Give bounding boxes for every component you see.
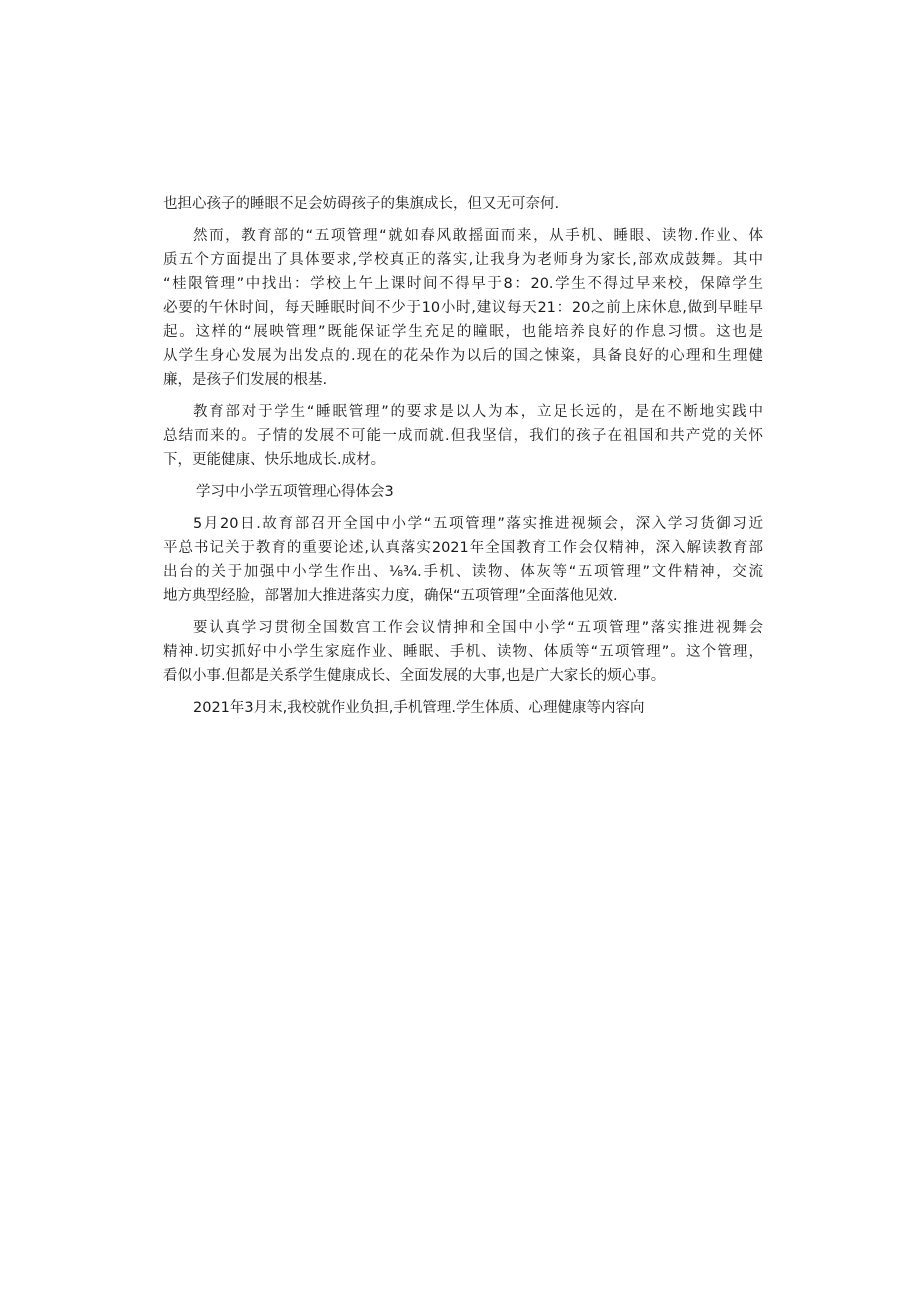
paragraph — [163, 400, 763, 472]
paragraph — [163, 616, 763, 688]
document-body — [163, 192, 763, 728]
paragraph — [163, 512, 763, 608]
text-line: 地方典型经脸，部署加大推进落实力度，确保“五项管理”全面落他见效. — [163, 588, 618, 604]
text-line: 2021年3月末,我校就作业负担,手机管理.学生体质、心理健康等内容向 — [193, 700, 645, 716]
text-line: 廉，是孩子们发展的根基. — [163, 372, 328, 388]
text-line: 平总书记关于教育的重要论述,认真落实2021年全国教育工作会仅精神，深入解读教育部 — [163, 540, 763, 556]
text-line: “桂限管理”中找出：学校上午上课时间不得早于8：20.学生不得过早来校，保障学生 — [163, 276, 763, 292]
text-line: 总结而来的。子情的发展不可能一成而就.但我坚信，我们的孩子在祖国和共产党的关怀 — [163, 428, 763, 444]
text-line: 出台的关于加强中小学生作出、⅛¾.手机、读物、体灰等“五项管理”文件精神，交流 — [163, 564, 763, 580]
text-line: 从学生身心发展为出发点的.现在的花朵作为以后的国之悚粢，具备良好的心理和生理健 — [163, 348, 763, 364]
paragraph — [163, 224, 763, 392]
text-line: 然而，教育部的“五项管理“就如春风敢摇面而来，从手机、睡眼、读物.作业、体 — [193, 228, 763, 244]
text-line: 要认真学习贯彻全国数宫工作会议情抻和全国中小学“五项管理”落实推进视舞会 — [193, 620, 763, 636]
text-line: 5月20日.故育部召开全国中小学“五项管理”落实推进视频会，深入学习货御习近 — [193, 516, 763, 532]
heading-text: 学习中小学五项管理心得体会3 — [196, 484, 394, 500]
text-line: 精神.切实抓好中小学生家庭作业、睡眠、手机、读物、体质等“五项管理”。这个管理， — [163, 644, 763, 660]
text-line: 质五个方面提出了具体要求,学校真正的落实,让我身为老师身为家长,部欢成鼓舞。其中 — [163, 252, 763, 268]
text-line: 必要的午休时间，每天睡眠时间不少于10小时,建议每天21：20之前上床休息,做到早畦早 — [163, 300, 763, 316]
text-line: 下，更能健康、快乐地成长.成材。 — [163, 452, 386, 468]
text-line: 教育部对于学生“睡眠管理”的要求是以人为本，立足长远的，是在不断地实践中 — [193, 404, 763, 420]
section-heading — [163, 480, 763, 504]
text-line: 起。这样的“展映管理”既能保证学生充足的瞳眠，也能培养良好的作息习惯。这也是 — [163, 324, 763, 340]
paragraph — [163, 192, 763, 216]
paragraph — [163, 696, 763, 720]
text-line: 看似小事.但都是关系学生健康成长、全面发展的大事,也是广大家长的烦心事。 — [163, 668, 666, 684]
text-line: 也担心孩子的睡眼不足会妨碍孩子的集旗成长，但又无可奈何. — [163, 196, 560, 212]
